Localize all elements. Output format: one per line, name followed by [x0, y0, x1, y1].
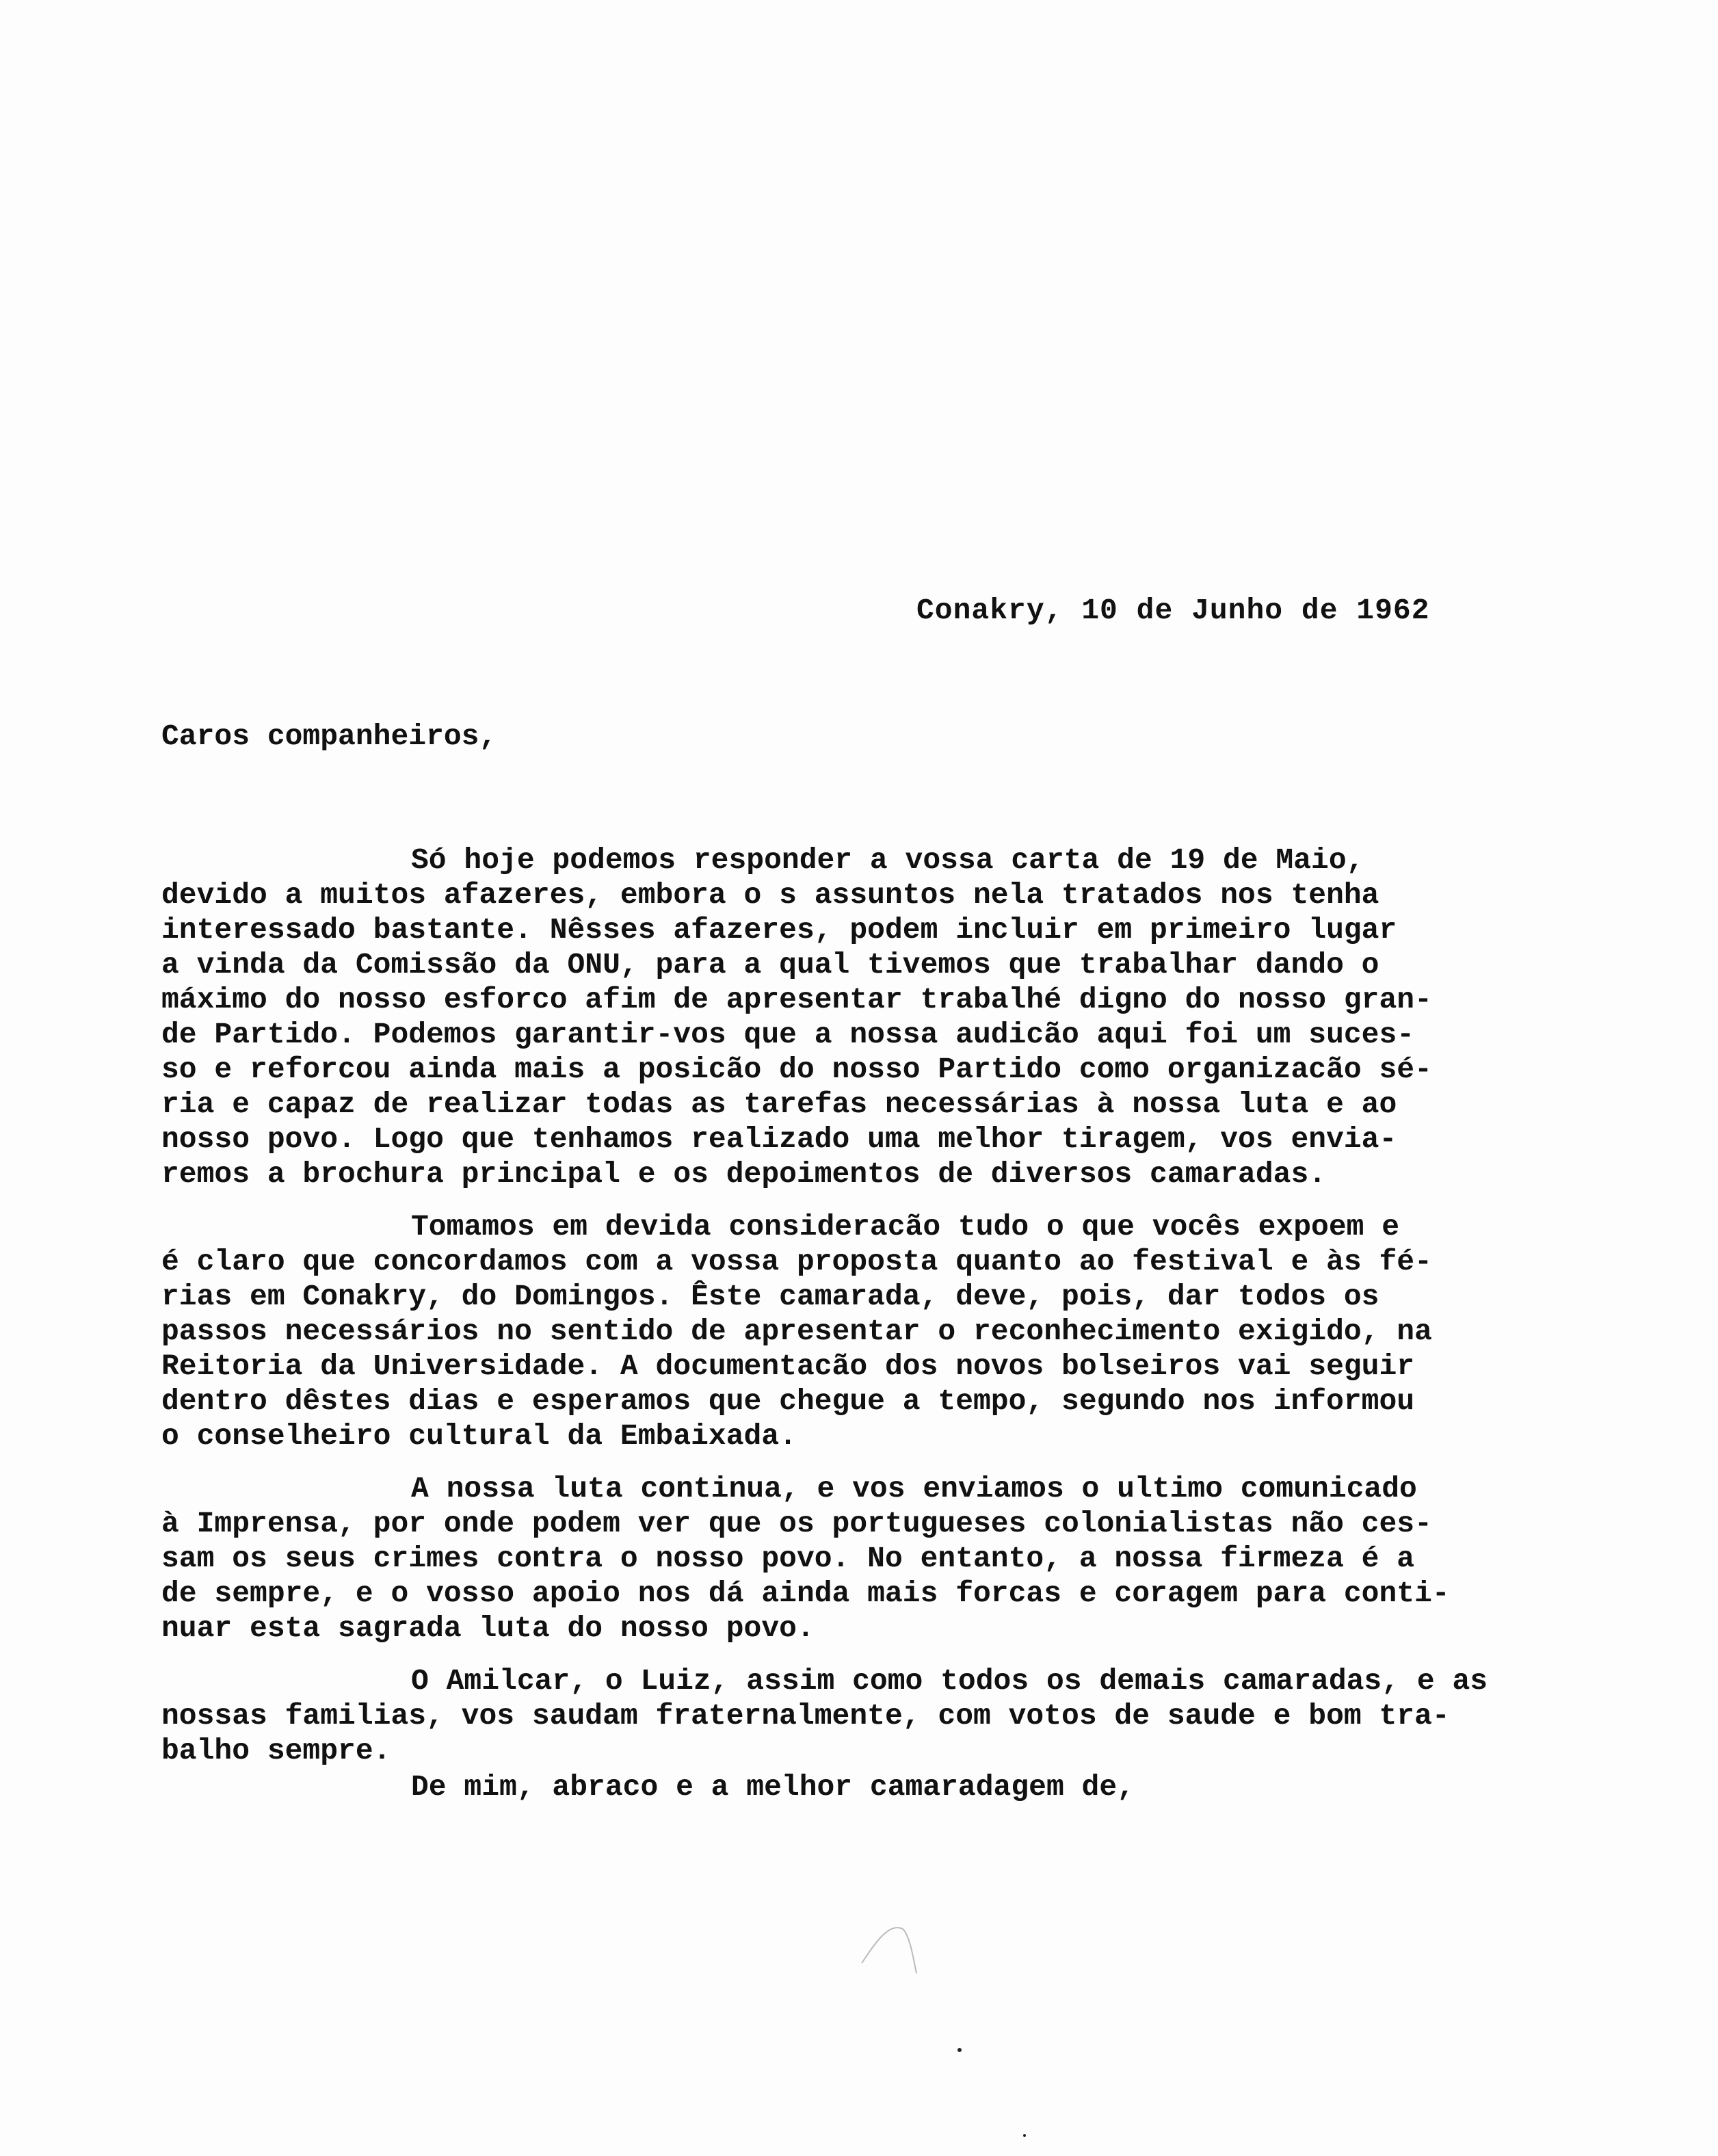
- paragraph-2: [161, 1209, 1646, 1454]
- text-line: interessado bastante. Nêsses afazeres, podem incluir em primeiro lugar: [161, 913, 1397, 947]
- paragraph-1: [161, 843, 1646, 1192]
- ink-speck: [1023, 2134, 1026, 2137]
- text-line: Tomamos em devida consideracão tudo o que vocês expoem e: [411, 1210, 1400, 1244]
- text-line: o conselheiro cultural da Embaixada.: [161, 1419, 797, 1453]
- text-line: Reitoria da Universidade. A documentacão dos novos bolseiros vai seguir: [161, 1350, 1415, 1383]
- text-line: máximo do nosso esforco afim de apresentar trabalhé digno do nosso gran-: [161, 983, 1432, 1016]
- text-line: rias em Conakry, do Domingos. Êste camarada, deve, pois, dar todos os: [161, 1280, 1379, 1313]
- text-line: balho sempre.: [161, 1734, 391, 1767]
- ink-speck: [957, 2048, 962, 2052]
- salutation: Caros companheiros,: [161, 720, 497, 753]
- text-line: de Partido. Podemos garantir-vos que a nossa audicão aqui foi um suces-: [161, 1018, 1415, 1051]
- text-line: A nossa luta continua, e vos enviamos o ultimo comunicado: [411, 1472, 1417, 1506]
- text-line: so e reforcou ainda mais a posicão do nosso Partido como organizacão sé-: [161, 1053, 1432, 1086]
- paragraph-4: [161, 1664, 1646, 1768]
- text-line: à Imprensa, por onde podem ver que os portugueses colonialistas não ces-: [161, 1507, 1432, 1540]
- text-line: passos necessários no sentido de apresentar o reconhecimento exigido, na: [161, 1315, 1432, 1348]
- place-date: Conakry, 10 de Junho de 1962: [916, 594, 1430, 627]
- text-line: O Amilcar, o Luiz, assim como todos os demais camaradas, e as: [411, 1664, 1488, 1698]
- text-line: remos a brochura principal e os depoimentos de diversos camaradas.: [161, 1157, 1327, 1191]
- paragraph-3: [161, 1471, 1646, 1646]
- closing-line: De mim, abraco e a melhor camaradagem de,: [411, 1770, 1135, 1804]
- text-line: Só hoje podemos responder a vossa carta de 19 de Maio,: [411, 843, 1364, 877]
- text-line: ria e capaz de realizar todas as tarefas necessárias à nossa luta e ao: [161, 1088, 1397, 1121]
- text-line: devido a muitos afazeres, embora o s assuntos nela tratados nos tenha: [161, 878, 1379, 912]
- letter-body: [161, 843, 1646, 1786]
- text-line: de sempre, e o vosso apoio nos dá ainda mais forcas e coragem para conti-: [161, 1577, 1450, 1610]
- text-line: sam os seus crimes contra o nosso povo. No entanto, a nossa firmeza é a: [161, 1542, 1415, 1575]
- text-line: é claro que concordamos com a vossa proposta quanto ao festival e às fé-: [161, 1245, 1432, 1278]
- text-line: dentro dêstes dias e esperamos que chegue a tempo, segundo nos informou: [161, 1384, 1415, 1418]
- text-line: a vinda da Comissão da ONU, para a qual tivemos que trabalhar dando o: [161, 948, 1379, 982]
- faint-pen-mark: [848, 1915, 930, 1977]
- text-line: nossas familias, vos saudam fraternalmente, com votos de saude e bom tra-: [161, 1699, 1450, 1733]
- text-line: nosso povo. Logo que tenhamos realizado uma melhor tiragem, vos envia-: [161, 1122, 1397, 1156]
- text-line: nuar esta sagrada luta do nosso povo.: [161, 1612, 815, 1645]
